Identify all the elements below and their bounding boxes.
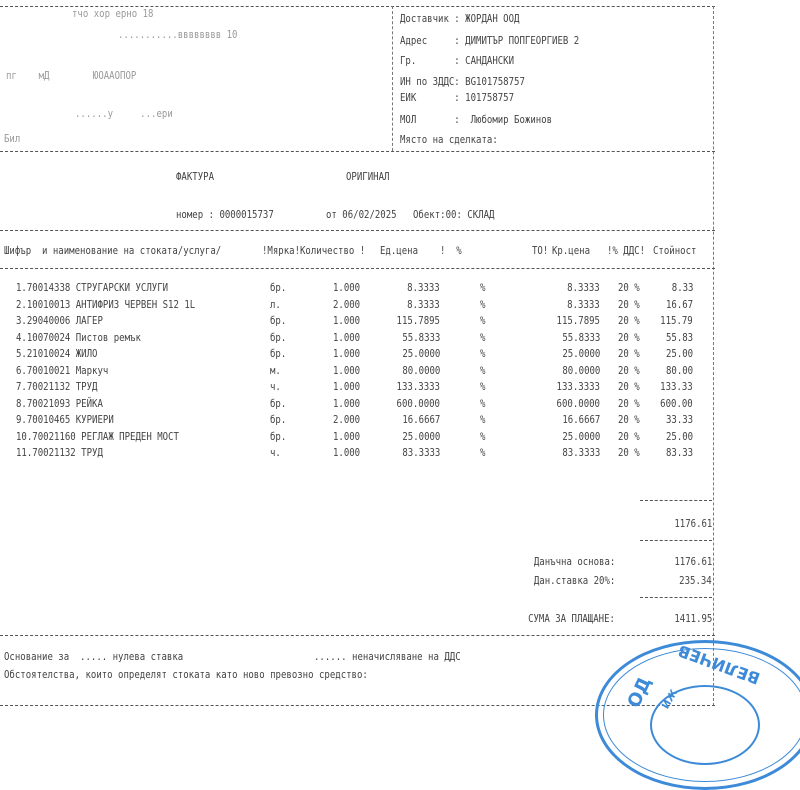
table-row [0,446,720,461]
new-vehicle-circumstances: Обстоятелства, които определят стоката като ново превозно средство: [4,668,368,681]
footer-top-border [0,635,715,636]
col-net-price: Кр.цена [552,244,591,257]
table-row [0,281,720,296]
row-value: 80.00 [665,363,693,377]
table-row [0,314,720,329]
row-value: 115.79 [660,314,693,327]
row-unit-price: 600.0000 [396,396,440,410]
row-code-name: 2.10010013 АНТИФРИЗ ЧЕРВЕН S12 1L [16,297,196,311]
col-value: Стойност [653,244,697,257]
tax-rule [640,540,712,541]
supplier-vat-id: ИН по ЗДДС: BG101758757 [400,75,525,88]
tax-base-value: 1176.61 [673,555,712,568]
col-unit: !Мярка! [262,244,301,257]
row-qty: 1.000 [332,380,360,393]
row-qty: 1.000 [332,396,360,410]
invoice-date: от 06/02/2025 [326,208,397,221]
row-value: 25.00 [665,347,693,360]
row-code-name: 6.70010021 Маркуч [16,363,109,377]
row-unit-price: 80.0000 [401,363,440,377]
table-row [0,380,720,395]
row-discount: % [480,330,486,344]
buyer-vat-fragment: пг мД ЮОААОПОР [6,69,137,82]
supplier-city: Гр. : САНДАНСКИ [400,54,515,67]
row-vat: 20 % [618,380,640,393]
row-code-name: 9.70010465 КУРИЕРИ [16,413,114,426]
row-discount: % [480,314,486,327]
buyer-mol-fragment: ......у ...ери [75,107,173,120]
row-qty: 1.000 [332,330,360,344]
row-net-price: 115.7895 [556,314,600,327]
supplier-address: Адрес : ДИМИТЪР ПОПГЕОРГИЕВ 2 [400,34,580,47]
row-vat: 20 % [618,330,640,344]
row-vat: 20 % [618,281,640,294]
row-vat: 20 % [618,396,640,410]
vat-non-charge: ...... неначисляване на ДДС [314,650,461,663]
row-discount: % [480,429,486,443]
row-value: 600.00 [660,396,693,410]
buyer-name-fragment: тчо хор ерно 18 [72,7,154,20]
col-discount: ! % [440,244,462,257]
table-row [0,397,720,412]
col-vat: !% ДДС! [607,244,646,257]
row-value: 25.00 [665,429,693,443]
row-code-name: 7.70021132 ТРУД [16,380,98,393]
invoice-number: номер : 0000015737 [176,208,274,221]
buyer-place-fragment: Бил [4,132,21,145]
row-unit: бр. [270,413,287,426]
table-row [0,430,720,445]
row-unit: бр. [270,347,287,360]
row-discount: % [480,281,486,294]
row-discount: % [480,446,486,459]
row-net-price: 55.8333 [561,330,600,344]
row-code-name: 11.70021132 ТРУД [16,446,103,459]
table-row [0,298,720,313]
row-discount: % [480,297,486,311]
row-discount: % [480,363,486,377]
row-net-price: 8.3333 [567,281,600,294]
row-value: 55.83 [665,330,693,344]
invoice-copy-type: ОРИГИНАЛ [346,170,390,183]
row-vat: 20 % [618,363,640,377]
tax-base-label: Данъчна основа: [533,555,615,568]
buyer-address-fragment: ...........вввввввв 10 [118,28,238,41]
supplier-eik: ЕИК : 101758757 [400,91,515,104]
row-unit-price: 16.6667 [401,413,440,426]
row-discount: % [480,413,486,426]
row-qty: 1.000 [332,347,360,360]
total-rule [640,597,712,598]
row-net-price: 25.0000 [561,429,600,443]
row-unit-price: 8.3333 [407,281,440,294]
row-unit: бр. [270,396,287,410]
row-net-price: 80.0000 [561,363,600,377]
row-unit: л. [270,297,281,311]
stamp-text-left: ОД [623,673,656,712]
row-unit: м. [270,363,281,377]
supplier-place: Място на сделката: [400,133,498,146]
col-code-name: Шифър и наименование на стоката/услуга/ [4,244,222,257]
subtotal-rule [640,500,712,501]
col-qty: Количество ! [300,244,366,257]
row-qty: 1.000 [332,314,360,327]
row-unit-price: 83.3333 [401,446,440,459]
row-unit-price: 8.3333 [407,297,440,311]
row-discount: % [480,380,486,393]
row-net-price: 16.6667 [561,413,600,426]
row-qty: 1.000 [332,281,360,294]
row-unit: ч. [270,446,281,459]
row-discount: % [480,347,486,360]
stamp-text-top: ВЕЛИЧЕВ [675,640,763,689]
row-unit: бр. [270,314,287,327]
supplier-name: Доставчик : ЖОРДАН ООД [400,12,520,25]
row-code-name: 10.70021160 РЕГЛАЖ ПРЕДЕН МОСТ [16,429,179,443]
row-unit-price: 133.3333 [396,380,440,393]
row-vat: 20 % [618,413,640,426]
row-qty: 1.000 [332,446,360,459]
row-code-name: 4.10070024 Пистов ремък [16,330,141,344]
row-net-price: 25.0000 [561,347,600,360]
table-top-border [0,230,715,231]
row-value: 8.33 [671,281,693,294]
table-header-border [0,268,715,269]
row-vat: 20 % [618,429,640,443]
total-value: 1411.95 [673,612,712,625]
stamp-text-inner: ИЖ [660,687,681,712]
row-net-price: 8.3333 [567,297,600,311]
row-value: 33.33 [665,413,693,426]
row-qty: 1.000 [332,429,360,443]
row-unit: ч. [270,380,281,393]
vat-value: 235.34 [679,574,712,587]
row-unit-price: 115.7895 [396,314,440,327]
row-unit: бр. [270,330,287,344]
col-to: ТО! [532,244,549,257]
row-vat: 20 % [618,446,640,459]
invoice-title: ФАКТУРА [176,170,215,183]
supplier-mol: МОЛ : Любомир Божинов [400,113,553,126]
zero-rate-basis: Основание за ..... нулева ставка [4,650,184,663]
vat-label: Дан.ставка 20%: [533,574,615,587]
row-code-name: 3.29040006 ЛАГЕР [16,314,103,327]
row-code-name: 8.70021093 РЕЙКА [16,396,103,410]
table-row [0,331,720,346]
row-vat: 20 % [618,297,640,311]
row-unit-price: 55.8333 [401,330,440,344]
row-qty: 1.000 [332,363,360,377]
row-value: 83.33 [665,446,693,459]
row-code-name: 5.21010024 ЖИЛО [16,347,98,360]
row-discount: % [480,396,486,410]
row-value: 16.67 [665,297,693,311]
header-separator [0,151,715,152]
col-unit-price: Ед.цена [380,244,419,257]
header-divider [392,6,393,151]
table-row [0,364,720,379]
row-value: 133.33 [660,380,693,393]
row-unit-price: 25.0000 [401,429,440,443]
row-net-price: 83.3333 [561,446,600,459]
row-qty: 2.000 [332,413,360,426]
invoice-object: Обект:00: СКЛАД [413,208,495,221]
row-qty: 2.000 [332,297,360,311]
row-code-name: 1.70014338 СТРУГАРСКИ УСЛУГИ [16,281,169,294]
row-unit-price: 25.0000 [401,347,440,360]
row-unit: бр. [270,429,287,443]
row-net-price: 133.3333 [556,380,600,393]
row-vat: 20 % [618,347,640,360]
total-label: СУМА ЗА ПЛАЩАНЕ: [528,612,615,625]
row-unit: бр. [270,281,287,294]
row-vat: 20 % [618,314,640,327]
table-row [0,347,720,362]
row-net-price: 600.0000 [556,396,600,410]
subtotal-value: 1176.61 [673,517,712,530]
table-row [0,413,720,428]
